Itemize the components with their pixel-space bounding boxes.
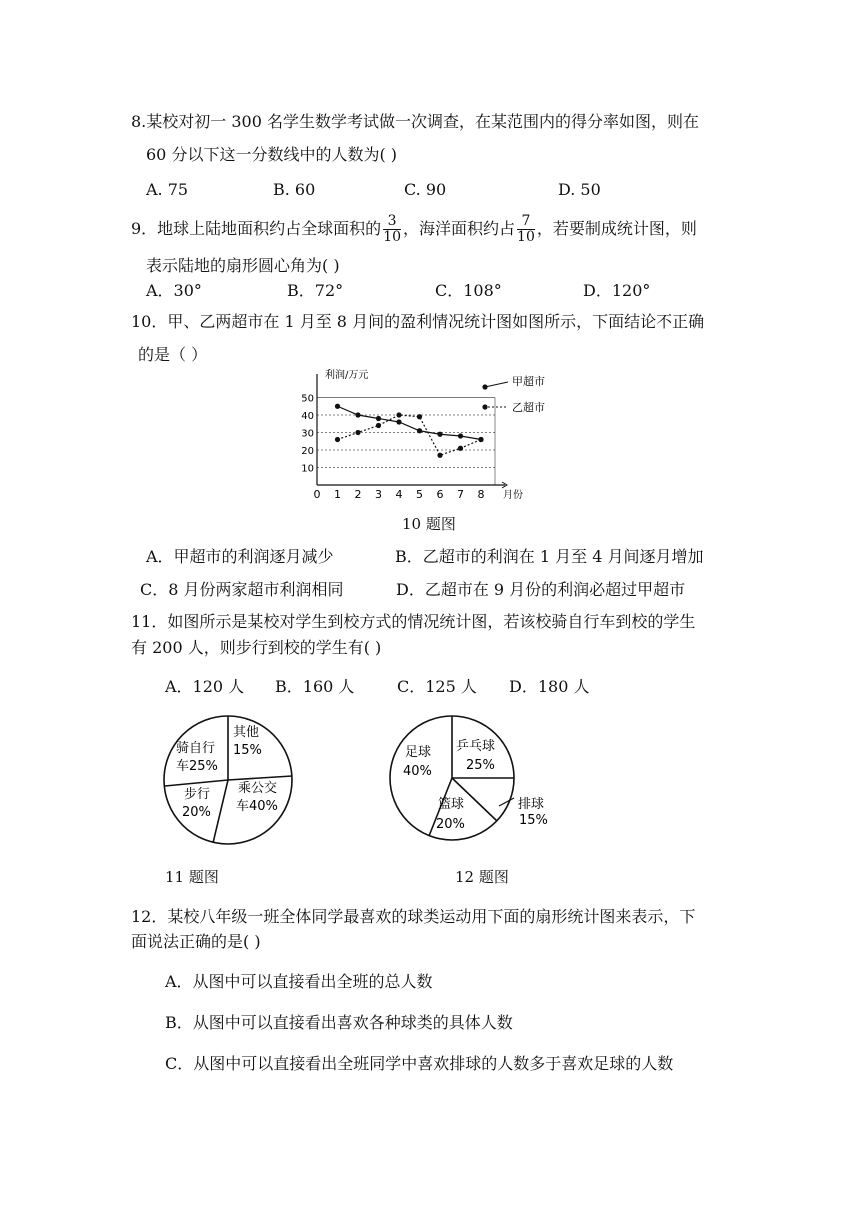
q12-stem-line1: 12．某校八年级一班全体同学最喜欢的球类运动用下面的扇形统计图来表示，下 [131, 907, 696, 926]
series-point-jia [458, 433, 463, 438]
q11-option-c: C．125 人 [397, 677, 477, 696]
y-tick-label: 30 [301, 428, 314, 440]
pie11-value-walk: 20% [182, 805, 211, 820]
q8-stem-line1: 8.某校对初一 300 名学生数学考试做一次调查，在某范围内的得分率如图，则在 [131, 112, 699, 131]
q8-option-c: C. 90 [404, 180, 447, 199]
pie11-value-bike: 车25% [176, 759, 218, 774]
x-tick-label: 3 [375, 488, 382, 501]
q9-option-a: A．30° [146, 281, 202, 300]
q12-option-b: B．从图中可以直接看出喜欢各种球类的具体人数 [165, 1013, 513, 1032]
x-tick-label: 1 [334, 488, 341, 501]
series-point-yi [376, 423, 381, 428]
pie12-label-volleyball: 排球 [518, 797, 545, 812]
q9-fraction-ocean: $\frac{7}{10}$ [517, 213, 535, 245]
q12-chart-caption: 12 题图 [455, 868, 509, 886]
q11-option-b: B．160 人 [275, 677, 355, 696]
profit-line-chart [295, 362, 565, 507]
series-point-jia [376, 416, 381, 421]
q9-option-d: D．120° [583, 281, 651, 300]
q10-chart-caption: 10 题图 [402, 515, 456, 533]
pie11-label-walk: 步行 [184, 787, 211, 802]
q9-stem-part1: 9．地球上陆地面积约占全球面积的 [131, 219, 382, 238]
q10-option-b: B．乙超市的利润在 1 月至 4 月间逐月增加 [395, 547, 704, 566]
q8-option-b: B. 60 [273, 180, 316, 199]
series-point-jia [396, 419, 401, 424]
x-axis-label: 月份 [503, 490, 523, 501]
y-tick-label: 10 [301, 463, 314, 475]
q11-chart-caption: 11 题图 [165, 868, 219, 886]
q10-option-d: D．乙超市在 9 月份的利润必超过甲超市 [396, 580, 686, 599]
q10-option-a: A．甲超市的利润逐月减少 [146, 547, 334, 566]
pie12-label-pingpong: 乒乓球 [456, 739, 496, 754]
y-tick-label: 50 [301, 393, 314, 405]
legend-label-yi: 乙超市 [512, 401, 545, 414]
q8-option-d: D. 50 [558, 180, 601, 199]
x-tick-label: 7 [457, 488, 464, 501]
pie12-value-football: 40% [403, 764, 432, 779]
q8-option-a: A. 75 [146, 180, 189, 199]
series-point-yi [478, 437, 483, 442]
legend-label-jia: 甲超市 [512, 375, 545, 388]
q12-option-c: C．从图中可以直接看出全班同学中喜欢排球的人数多于喜欢足球的人数 [165, 1054, 674, 1073]
series-point-yi [437, 453, 442, 458]
q10-stem-line2: 的是（ ） [138, 345, 208, 364]
pie11-label-bus: 乘公交 [238, 781, 278, 796]
q11-stem-line2: 有 200 人，则步行到校的学生有( ) [131, 638, 382, 657]
pie12-value-basketball: 20% [436, 817, 465, 832]
pie11-label-bike: 骑自行 [176, 741, 216, 756]
q11-option-a: A．120 人 [165, 677, 245, 696]
pie12-value-pingpong: 25% [466, 758, 495, 773]
series-point-yi [355, 430, 360, 435]
q12-stem-line2: 面说法正确的是( ) [131, 932, 261, 951]
legend-line-jia [485, 382, 508, 387]
q9-stem-part3: ，若要制成统计图，则 [536, 219, 697, 238]
q8-stem-line2: 60 分以下这一分数线中的人数为( ) [146, 145, 398, 164]
x-tick-label: 5 [416, 488, 423, 501]
q9-fraction-land: $\frac{3}{10}$ [383, 213, 402, 245]
pie12-value-volleyball: 15% [519, 813, 548, 828]
series-point-jia [335, 404, 340, 409]
y-tick-label: 40 [301, 411, 314, 422]
series-point-yi [417, 414, 422, 419]
q9-stem-part2: ，海洋面积约占 [403, 219, 516, 238]
x-tick-label: 4 [395, 488, 403, 501]
q10-option-c: C．8 月份两家超市利润相同 [140, 580, 344, 599]
y-axis-label: 利润/万元 [325, 370, 369, 381]
series-point-jia [417, 428, 422, 433]
q11-stem-line1: 11．如图所示是某校对学生到校方式的情况统计图，若该校骑自行车到校的学生 [131, 612, 696, 631]
series-point-jia [355, 412, 360, 417]
x-tick-label: 0 [313, 488, 321, 501]
x-tick-label: 8 [477, 488, 485, 501]
series-point-yi [458, 446, 463, 451]
legend-marker-yi [482, 404, 487, 409]
q10-stem-line1: 10．甲、乙两超市在 1 月至 8 月间的盈利情况统计图如图所示，下面结论不正确 [131, 312, 705, 331]
x-tick-label: 6 [436, 488, 444, 501]
series-point-jia [437, 432, 442, 437]
q9-option-b: B．72° [287, 281, 344, 300]
pie11-value-bus: 车40% [236, 799, 278, 814]
pie11-label-other: 其他 [233, 725, 260, 740]
series-point-yi [396, 412, 401, 417]
ball-sports-pie-chart [386, 712, 566, 848]
q9-option-c: C．108° [435, 281, 502, 300]
commute-pie-chart [160, 712, 296, 848]
pie12-label-basketball: 篮球 [438, 797, 465, 812]
q9-stem-line1 [131, 214, 697, 245]
pie11-value-other: 15% [233, 743, 262, 758]
x-tick-label: 2 [354, 488, 362, 501]
pie12-label-football: 足球 [405, 745, 432, 760]
q9-stem-line2: 表示陆地的扇形圆心角为( ) [146, 256, 340, 275]
series-point-yi [335, 437, 340, 442]
q11-option-d: D．180 人 [509, 677, 590, 696]
q12-option-a: A．从图中可以直接看出全班的总人数 [165, 972, 433, 991]
y-tick-label: 20 [301, 446, 314, 457]
